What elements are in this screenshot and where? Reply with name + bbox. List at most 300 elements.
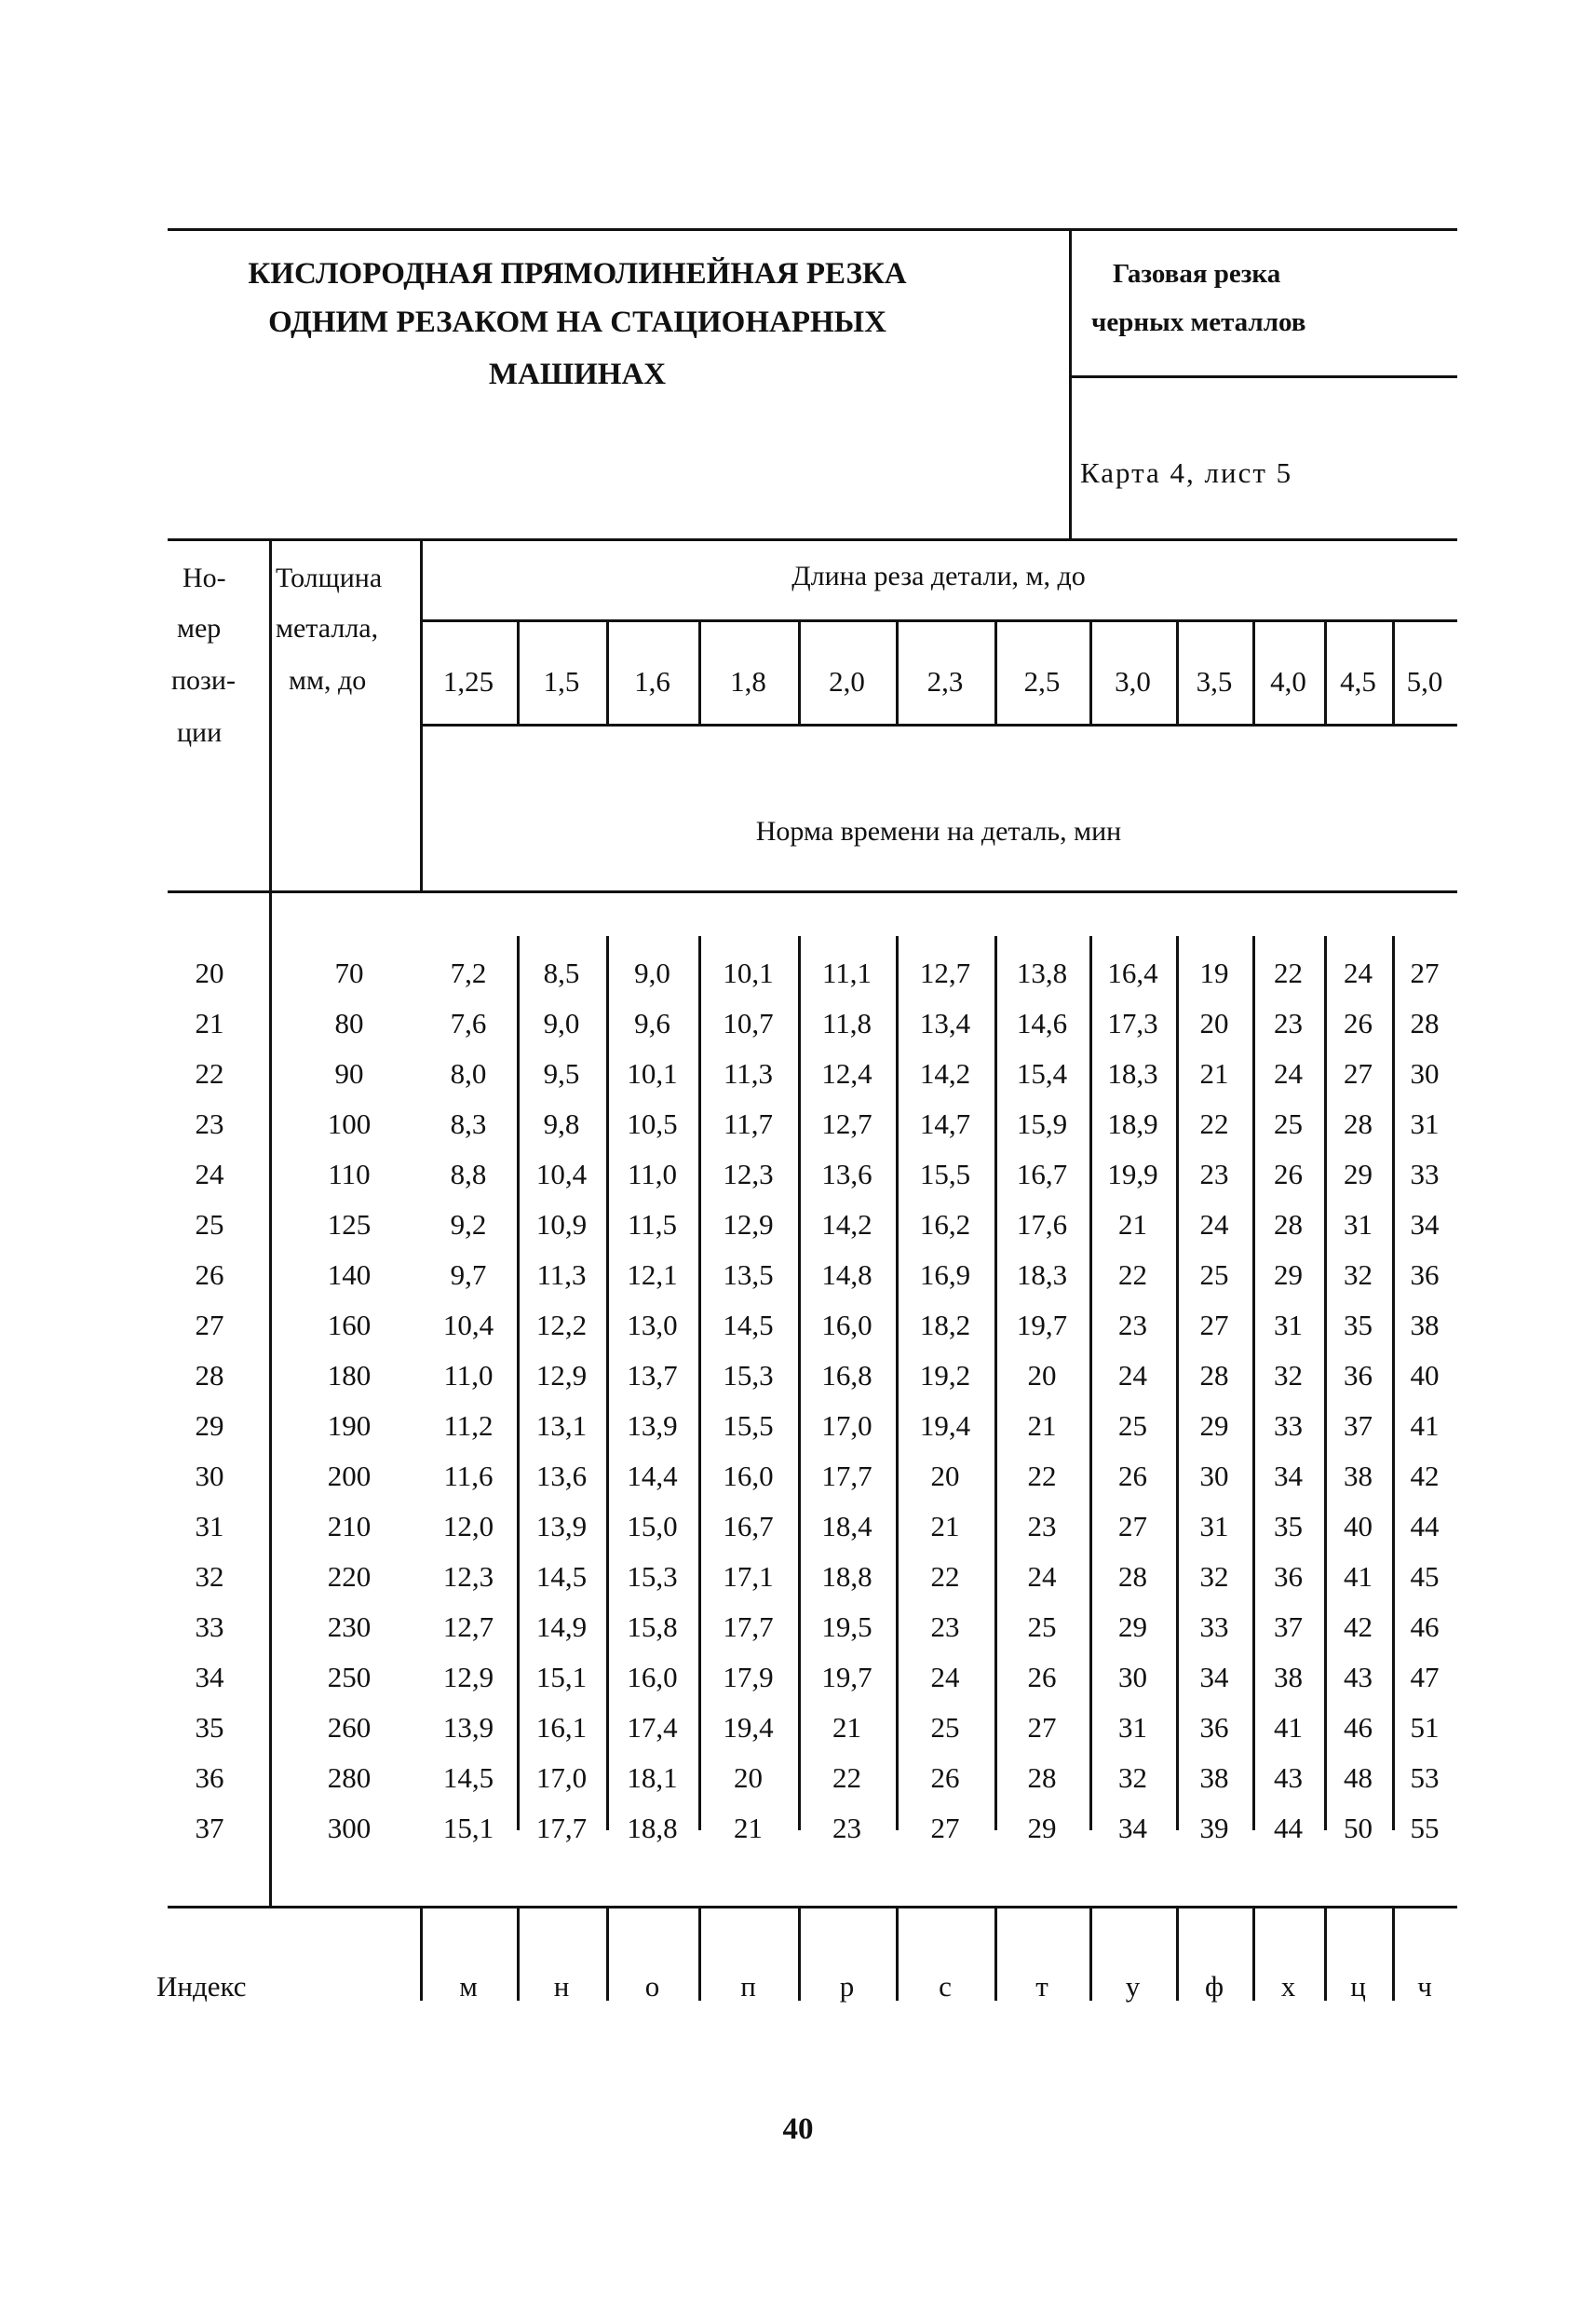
norm-value-cell: 12,7 bbox=[919, 957, 971, 989]
norm-value-cell: 16,0 bbox=[723, 1460, 774, 1492]
norm-value-cell: 18,3 bbox=[1107, 1057, 1158, 1090]
norm-value-cell: 34 bbox=[1118, 1812, 1147, 1844]
body-col-divider bbox=[606, 936, 609, 1830]
norm-value-cell: 15,5 bbox=[919, 1158, 971, 1190]
index-col-divider bbox=[1392, 1906, 1395, 2001]
norm-value-cell: 23 bbox=[832, 1812, 861, 1844]
norm-value-cell: 25 bbox=[1199, 1258, 1229, 1291]
norm-value-cell: 13,9 bbox=[442, 1711, 494, 1744]
index-col-divider bbox=[1324, 1906, 1327, 2001]
length-col-divider bbox=[1252, 619, 1255, 724]
thickness-cell: 280 bbox=[327, 1761, 372, 1794]
norm-header: Норма времени на деталь, мин bbox=[755, 816, 1122, 847]
index-letter: с bbox=[939, 1970, 952, 2003]
index-letter: п bbox=[740, 1970, 756, 2003]
norm-value-cell: 17,6 bbox=[1016, 1208, 1068, 1241]
body-col-divider bbox=[1324, 936, 1327, 1830]
norm-value-cell: 13,5 bbox=[723, 1258, 774, 1291]
length-col-divider bbox=[1324, 619, 1327, 724]
norm-value-cell: 44 bbox=[1274, 1812, 1303, 1844]
position-cell: 29 bbox=[195, 1409, 224, 1442]
norm-value-cell: 12,7 bbox=[442, 1610, 494, 1643]
norm-value-cell: 46 bbox=[1344, 1711, 1373, 1744]
position-cell: 22 bbox=[195, 1057, 224, 1090]
norm-value-cell: 21 bbox=[1027, 1409, 1057, 1442]
norm-value-cell: 8,5 bbox=[543, 957, 580, 989]
norm-value-cell: 17,7 bbox=[723, 1610, 774, 1643]
norm-value-cell: 33 bbox=[1274, 1409, 1303, 1442]
norm-value-cell: 16,1 bbox=[535, 1711, 588, 1744]
thickness-header-line-1: Толщина bbox=[276, 563, 383, 593]
norm-value-cell: 12,9 bbox=[442, 1661, 494, 1693]
norm-value-cell: 38 bbox=[1344, 1460, 1373, 1492]
norm-value-cell: 25 bbox=[1274, 1107, 1303, 1140]
norm-value-cell: 7,2 bbox=[450, 957, 487, 989]
length-value: 5,0 bbox=[1406, 665, 1443, 698]
position-header-line-1: Но- bbox=[183, 563, 226, 593]
norm-value-cell: 28 bbox=[1274, 1208, 1303, 1241]
norm-value-cell: 26 bbox=[1118, 1460, 1147, 1492]
norm-value-cell: 17,1 bbox=[723, 1560, 774, 1593]
norm-value-cell: 12,1 bbox=[627, 1258, 678, 1291]
norm-value-cell: 34 bbox=[1410, 1208, 1440, 1241]
thickness-cell: 140 bbox=[327, 1258, 372, 1291]
norm-value-cell: 32 bbox=[1344, 1258, 1373, 1291]
page-number: 40 bbox=[782, 2112, 814, 2146]
norm-value-cell: 14,5 bbox=[723, 1309, 774, 1341]
length-value: 2,3 bbox=[926, 665, 964, 698]
norm-value-cell: 34 bbox=[1274, 1460, 1303, 1492]
length-value: 3,0 bbox=[1115, 665, 1151, 698]
position-cell: 23 bbox=[195, 1107, 224, 1140]
body-col-divider bbox=[1089, 936, 1092, 1830]
norm-value-cell: 27 bbox=[1118, 1510, 1147, 1542]
length-col-divider bbox=[896, 619, 899, 724]
norm-value-cell: 14,8 bbox=[821, 1258, 872, 1291]
table-col-divider-1 bbox=[269, 538, 272, 1906]
norm-value-cell: 39 bbox=[1199, 1812, 1229, 1844]
norm-value-cell: 43 bbox=[1344, 1661, 1373, 1693]
body-col-divider bbox=[1252, 936, 1255, 1830]
norm-value-cell: 20 bbox=[930, 1460, 960, 1492]
norm-value-cell: 19 bbox=[1199, 957, 1229, 989]
norm-value-cell: 33 bbox=[1199, 1610, 1229, 1643]
category-rule bbox=[1069, 375, 1457, 378]
norm-value-cell: 12,0 bbox=[442, 1510, 494, 1542]
norm-value-cell: 38 bbox=[1274, 1661, 1303, 1693]
norm-value-cell: 37 bbox=[1344, 1409, 1373, 1442]
norm-value-cell: 17,4 bbox=[627, 1711, 678, 1744]
body-col-divider bbox=[994, 936, 997, 1830]
card-reference: Карта 4, лист 5 bbox=[1080, 456, 1293, 489]
length-header-rule bbox=[420, 619, 1457, 622]
norm-value-cell: 22 bbox=[832, 1761, 861, 1794]
norm-value-cell: 9,6 bbox=[634, 1007, 670, 1039]
norm-value-cell: 19,9 bbox=[1107, 1158, 1158, 1190]
position-header-line-4: ции bbox=[177, 717, 223, 748]
norm-value-cell: 40 bbox=[1410, 1359, 1440, 1392]
index-letter: о bbox=[644, 1970, 660, 2003]
body-bottom-rule bbox=[168, 1906, 1457, 1908]
index-col-divider bbox=[896, 1906, 899, 2001]
position-cell: 24 bbox=[195, 1158, 224, 1190]
norm-value-cell: 12,2 bbox=[535, 1309, 588, 1341]
norm-value-cell: 19,7 bbox=[821, 1661, 872, 1693]
norm-value-cell: 11,8 bbox=[821, 1007, 872, 1039]
norm-value-cell: 24 bbox=[930, 1661, 960, 1693]
norm-value-cell: 26 bbox=[1344, 1007, 1373, 1039]
norm-value-cell: 36 bbox=[1410, 1258, 1440, 1291]
position-cell: 32 bbox=[195, 1560, 224, 1593]
thickness-cell: 250 bbox=[327, 1661, 372, 1693]
norm-value-cell: 16,0 bbox=[627, 1661, 678, 1693]
norm-value-cell: 11,7 bbox=[723, 1107, 774, 1140]
length-value: 1,5 bbox=[543, 665, 580, 698]
norm-value-cell: 27 bbox=[1199, 1309, 1229, 1341]
norm-value-cell: 14,2 bbox=[821, 1208, 872, 1241]
norm-value-cell: 10,9 bbox=[535, 1208, 588, 1241]
norm-value-cell: 16,0 bbox=[821, 1309, 872, 1341]
norm-value-cell: 21 bbox=[930, 1510, 960, 1542]
norm-value-cell: 16,2 bbox=[919, 1208, 971, 1241]
norm-value-cell: 25 bbox=[1027, 1610, 1057, 1643]
norm-value-cell: 19,2 bbox=[919, 1359, 971, 1392]
norm-value-cell: 20 bbox=[734, 1761, 763, 1794]
norm-value-cell: 24 bbox=[1118, 1359, 1147, 1392]
thickness-cell: 110 bbox=[328, 1158, 371, 1190]
norm-value-cell: 42 bbox=[1410, 1460, 1440, 1492]
index-col-divider bbox=[798, 1906, 801, 2001]
norm-value-cell: 22 bbox=[1027, 1460, 1057, 1492]
norm-value-cell: 9,0 bbox=[543, 1007, 580, 1039]
index-letter: м bbox=[459, 1970, 478, 2003]
norm-value-cell: 22 bbox=[930, 1560, 960, 1593]
thickness-cell: 80 bbox=[334, 1007, 364, 1039]
norm-value-cell: 21 bbox=[1199, 1057, 1229, 1090]
norm-value-cell: 38 bbox=[1410, 1309, 1440, 1341]
thickness-cell: 180 bbox=[327, 1359, 372, 1392]
norm-value-cell: 15,3 bbox=[723, 1359, 774, 1392]
norm-value-cell: 28 bbox=[1410, 1007, 1440, 1039]
norm-value-cell: 12,7 bbox=[821, 1107, 872, 1140]
norm-value-cell: 23 bbox=[930, 1610, 960, 1643]
norm-value-cell: 36 bbox=[1344, 1359, 1373, 1392]
norm-value-cell: 12,9 bbox=[535, 1359, 588, 1392]
norm-value-cell: 10,4 bbox=[535, 1158, 588, 1190]
norm-value-cell: 43 bbox=[1274, 1761, 1303, 1794]
norm-value-cell: 30 bbox=[1118, 1661, 1147, 1693]
index-letter: ф bbox=[1204, 1970, 1224, 2003]
norm-value-cell: 24 bbox=[1027, 1560, 1057, 1593]
norm-value-cell: 40 bbox=[1344, 1510, 1373, 1542]
body-col-divider bbox=[1392, 936, 1395, 1830]
norm-value-cell: 18,8 bbox=[821, 1560, 872, 1593]
index-col-divider bbox=[1089, 1906, 1092, 2001]
norm-value-cell: 18,4 bbox=[821, 1510, 872, 1542]
norm-value-cell: 10,1 bbox=[627, 1057, 678, 1090]
norm-value-cell: 15,3 bbox=[627, 1560, 678, 1593]
norm-value-cell: 13,4 bbox=[919, 1007, 971, 1039]
norm-value-cell: 29 bbox=[1027, 1812, 1057, 1844]
category-line-2: черных металлов bbox=[1091, 307, 1306, 337]
index-letter: х bbox=[1280, 1970, 1296, 2003]
length-col-divider bbox=[606, 619, 609, 724]
norm-value-cell: 50 bbox=[1344, 1812, 1373, 1844]
norm-value-cell: 17,7 bbox=[821, 1460, 872, 1492]
index-letter: н bbox=[553, 1970, 570, 2003]
norm-value-cell: 11,6 bbox=[443, 1460, 494, 1492]
norm-value-cell: 30 bbox=[1199, 1460, 1229, 1492]
length-col-divider bbox=[1176, 619, 1179, 724]
norm-value-cell: 10,4 bbox=[442, 1309, 494, 1341]
norm-value-cell: 11,1 bbox=[821, 957, 872, 989]
norm-value-cell: 12,9 bbox=[723, 1208, 774, 1241]
norm-value-cell: 31 bbox=[1410, 1107, 1440, 1140]
norm-value-cell: 27 bbox=[1344, 1057, 1373, 1090]
norm-value-cell: 35 bbox=[1274, 1510, 1303, 1542]
norm-value-cell: 14,7 bbox=[919, 1107, 971, 1140]
length-col-divider bbox=[994, 619, 997, 724]
header-bottom-rule bbox=[168, 890, 1457, 893]
norm-value-cell: 12,3 bbox=[442, 1560, 494, 1593]
norm-value-cell: 25 bbox=[1118, 1409, 1147, 1442]
norm-value-cell: 21 bbox=[734, 1812, 763, 1844]
norm-value-cell: 23 bbox=[1027, 1510, 1057, 1542]
position-cell: 20 bbox=[195, 957, 224, 989]
norm-value-cell: 13,9 bbox=[627, 1409, 678, 1442]
position-cell: 21 bbox=[195, 1007, 224, 1039]
norm-value-cell: 13,8 bbox=[1016, 957, 1068, 989]
norm-value-cell: 41 bbox=[1410, 1409, 1440, 1442]
norm-value-cell: 53 bbox=[1410, 1761, 1440, 1794]
norm-value-cell: 12,4 bbox=[821, 1057, 872, 1090]
norm-value-cell: 41 bbox=[1274, 1711, 1303, 1744]
norm-value-cell: 29 bbox=[1199, 1409, 1229, 1442]
norm-value-cell: 15,8 bbox=[627, 1610, 678, 1643]
norm-value-cell: 14,4 bbox=[627, 1460, 678, 1492]
norm-value-cell: 10,1 bbox=[723, 957, 774, 989]
norm-value-cell: 51 bbox=[1410, 1711, 1440, 1744]
norm-value-cell: 9,7 bbox=[450, 1258, 487, 1291]
norm-value-cell: 17,7 bbox=[535, 1812, 588, 1844]
norm-value-cell: 16,4 bbox=[1107, 957, 1158, 989]
length-value: 2,5 bbox=[1023, 665, 1061, 698]
norm-value-cell: 31 bbox=[1118, 1711, 1147, 1744]
norm-value-cell: 19,4 bbox=[723, 1711, 774, 1744]
index-col-divider bbox=[606, 1906, 609, 2001]
norm-value-cell: 12,3 bbox=[723, 1158, 774, 1190]
norm-value-cell: 26 bbox=[930, 1761, 960, 1794]
body-col-divider bbox=[798, 936, 801, 1830]
length-col-divider bbox=[1089, 619, 1092, 724]
thickness-cell: 210 bbox=[327, 1510, 372, 1542]
norm-value-cell: 16,8 bbox=[821, 1359, 872, 1392]
length-header: Длина реза детали, м, до bbox=[791, 561, 1086, 591]
norm-value-cell: 13,9 bbox=[535, 1510, 588, 1542]
norm-value-cell: 13,1 bbox=[535, 1409, 588, 1442]
index-col-divider bbox=[420, 1906, 423, 2001]
norm-value-cell: 28 bbox=[1118, 1560, 1147, 1593]
index-col-divider bbox=[698, 1906, 701, 2001]
norm-value-cell: 23 bbox=[1274, 1007, 1303, 1039]
thickness-cell: 160 bbox=[327, 1309, 372, 1341]
norm-value-cell: 23 bbox=[1199, 1158, 1229, 1190]
norm-value-cell: 30 bbox=[1410, 1057, 1440, 1090]
norm-value-cell: 31 bbox=[1199, 1510, 1229, 1542]
thickness-cell: 200 bbox=[327, 1460, 372, 1492]
norm-value-cell: 24 bbox=[1199, 1208, 1229, 1241]
norm-value-cell: 11,0 bbox=[443, 1359, 494, 1392]
length-value: 4,5 bbox=[1340, 665, 1376, 698]
norm-value-cell: 27 bbox=[1410, 957, 1440, 989]
norm-value-cell: 45 bbox=[1410, 1560, 1440, 1593]
position-cell: 36 bbox=[195, 1761, 224, 1794]
index-letter: ч bbox=[1417, 1970, 1432, 2003]
norm-value-cell: 16,7 bbox=[1016, 1158, 1068, 1190]
category-line-1: Газовая резка bbox=[1113, 259, 1281, 289]
norm-value-cell: 24 bbox=[1344, 957, 1373, 989]
title-line-3: МАШИНАХ bbox=[488, 358, 667, 391]
norm-value-cell: 26 bbox=[1027, 1661, 1057, 1693]
norm-value-cell: 19,4 bbox=[919, 1409, 971, 1442]
norm-value-cell: 17,3 bbox=[1107, 1007, 1158, 1039]
position-cell: 34 bbox=[195, 1661, 224, 1693]
position-header-line-2: мер bbox=[177, 613, 222, 644]
norm-value-cell: 41 bbox=[1344, 1560, 1373, 1593]
norm-value-cell: 11,2 bbox=[443, 1409, 494, 1442]
norm-value-cell: 10,5 bbox=[627, 1107, 678, 1140]
position-cell: 26 bbox=[195, 1258, 224, 1291]
length-col-divider bbox=[698, 619, 701, 724]
norm-value-cell: 22 bbox=[1118, 1258, 1147, 1291]
index-letter: р bbox=[839, 1970, 855, 2003]
norm-value-cell: 47 bbox=[1410, 1661, 1440, 1693]
position-cell: 27 bbox=[195, 1309, 224, 1341]
norm-value-cell: 9,8 bbox=[543, 1107, 580, 1140]
norm-value-cell: 15,1 bbox=[442, 1812, 494, 1844]
norm-value-cell: 15,9 bbox=[1016, 1107, 1068, 1140]
table-top-rule bbox=[168, 538, 1457, 541]
norm-value-cell: 8,3 bbox=[450, 1107, 487, 1140]
norm-value-cell: 18,8 bbox=[627, 1812, 678, 1844]
norm-value-cell: 11,3 bbox=[723, 1057, 774, 1090]
norm-value-cell: 33 bbox=[1410, 1158, 1440, 1190]
thickness-header-line-3: мм, до bbox=[289, 665, 367, 696]
norm-value-cell: 8,8 bbox=[450, 1158, 487, 1190]
thickness-cell: 70 bbox=[334, 957, 364, 989]
norm-value-cell: 8,0 bbox=[450, 1057, 487, 1090]
header-divider bbox=[1069, 228, 1072, 538]
length-col-divider bbox=[1392, 619, 1395, 724]
length-value: 4,0 bbox=[1270, 665, 1306, 698]
norm-value-cell: 14,6 bbox=[1016, 1007, 1068, 1039]
thickness-cell: 230 bbox=[327, 1610, 372, 1643]
index-label: Индекс bbox=[156, 1970, 247, 2003]
norm-value-cell: 35 bbox=[1344, 1309, 1373, 1341]
index-col-divider bbox=[994, 1906, 997, 2001]
norm-value-cell: 42 bbox=[1344, 1610, 1373, 1643]
position-cell: 25 bbox=[195, 1208, 224, 1241]
norm-value-cell: 16,7 bbox=[723, 1510, 774, 1542]
thickness-cell: 125 bbox=[327, 1208, 372, 1241]
norm-value-cell: 17,9 bbox=[723, 1661, 774, 1693]
index-letter: ц bbox=[1350, 1970, 1366, 2003]
position-cell: 33 bbox=[195, 1610, 224, 1643]
norm-value-cell: 25 bbox=[930, 1711, 960, 1744]
norm-value-cell: 34 bbox=[1199, 1661, 1229, 1693]
norm-value-cell: 24 bbox=[1274, 1057, 1303, 1090]
norm-value-cell: 29 bbox=[1274, 1258, 1303, 1291]
norm-value-cell: 31 bbox=[1274, 1309, 1303, 1341]
norm-value-cell: 27 bbox=[1027, 1711, 1057, 1744]
norm-value-cell: 28 bbox=[1199, 1359, 1229, 1392]
norm-value-cell: 22 bbox=[1274, 957, 1303, 989]
norm-value-cell: 15,0 bbox=[627, 1510, 678, 1542]
norm-value-cell: 17,0 bbox=[535, 1761, 588, 1794]
norm-value-cell: 13,0 bbox=[627, 1309, 678, 1341]
norm-value-cell: 13,6 bbox=[821, 1158, 872, 1190]
norm-value-cell: 11,0 bbox=[627, 1158, 678, 1190]
norm-value-cell: 20 bbox=[1027, 1359, 1057, 1392]
norm-value-cell: 46 bbox=[1410, 1610, 1440, 1643]
norm-value-cell: 28 bbox=[1344, 1107, 1373, 1140]
norm-value-cell: 48 bbox=[1344, 1761, 1373, 1794]
thickness-cell: 260 bbox=[327, 1711, 372, 1744]
norm-value-cell: 15,1 bbox=[535, 1661, 588, 1693]
norm-value-cell: 15,5 bbox=[723, 1409, 774, 1442]
norm-value-cell: 15,4 bbox=[1016, 1057, 1068, 1090]
body-col-divider bbox=[896, 936, 899, 1830]
norm-value-cell: 22 bbox=[1199, 1107, 1229, 1140]
length-value: 1,25 bbox=[442, 665, 494, 698]
thickness-cell: 190 bbox=[327, 1409, 372, 1442]
norm-value-cell: 7,6 bbox=[450, 1007, 487, 1039]
thickness-cell: 90 bbox=[334, 1057, 364, 1090]
norm-value-cell: 14,2 bbox=[919, 1057, 971, 1090]
norm-value-cell: 18,3 bbox=[1016, 1258, 1068, 1291]
index-letter: т bbox=[1035, 1970, 1048, 2003]
norm-value-cell: 38 bbox=[1199, 1761, 1229, 1794]
body-col-divider bbox=[517, 936, 520, 1830]
norm-value-cell: 17,0 bbox=[821, 1409, 872, 1442]
norm-value-cell: 13,6 bbox=[535, 1460, 588, 1492]
index-col-divider bbox=[1176, 1906, 1179, 2001]
position-cell: 35 bbox=[195, 1711, 224, 1744]
title-line-1: КИСЛОРОДНАЯ ПРЯМОЛИНЕЙНАЯ РЕЗКА bbox=[248, 257, 907, 291]
norm-value-cell: 32 bbox=[1118, 1761, 1147, 1794]
position-header-line-3: пози- bbox=[171, 665, 236, 696]
norm-value-cell: 28 bbox=[1027, 1761, 1057, 1794]
norm-value-cell: 21 bbox=[832, 1711, 861, 1744]
norm-value-cell: 9,0 bbox=[634, 957, 670, 989]
length-value: 2,0 bbox=[829, 665, 865, 698]
norm-value-cell: 18,9 bbox=[1107, 1107, 1158, 1140]
norm-value-cell: 36 bbox=[1199, 1711, 1229, 1744]
title-line-2: ОДНИМ РЕЗАКОМ НА СТАЦИОНАРНЫХ bbox=[268, 306, 886, 339]
norm-value-cell: 19,7 bbox=[1016, 1309, 1068, 1341]
position-cell: 30 bbox=[195, 1460, 224, 1492]
length-value: 1,6 bbox=[634, 665, 670, 698]
length-value: 1,8 bbox=[730, 665, 766, 698]
norm-value-cell: 20 bbox=[1199, 1007, 1229, 1039]
norm-value-cell: 44 bbox=[1410, 1510, 1440, 1542]
position-cell: 37 bbox=[195, 1812, 224, 1844]
header-top-rule bbox=[168, 228, 1457, 231]
length-value: 3,5 bbox=[1196, 665, 1233, 698]
norm-value-cell: 29 bbox=[1344, 1158, 1373, 1190]
norm-value-cell: 26 bbox=[1274, 1158, 1303, 1190]
body-col-divider bbox=[1176, 936, 1179, 1830]
